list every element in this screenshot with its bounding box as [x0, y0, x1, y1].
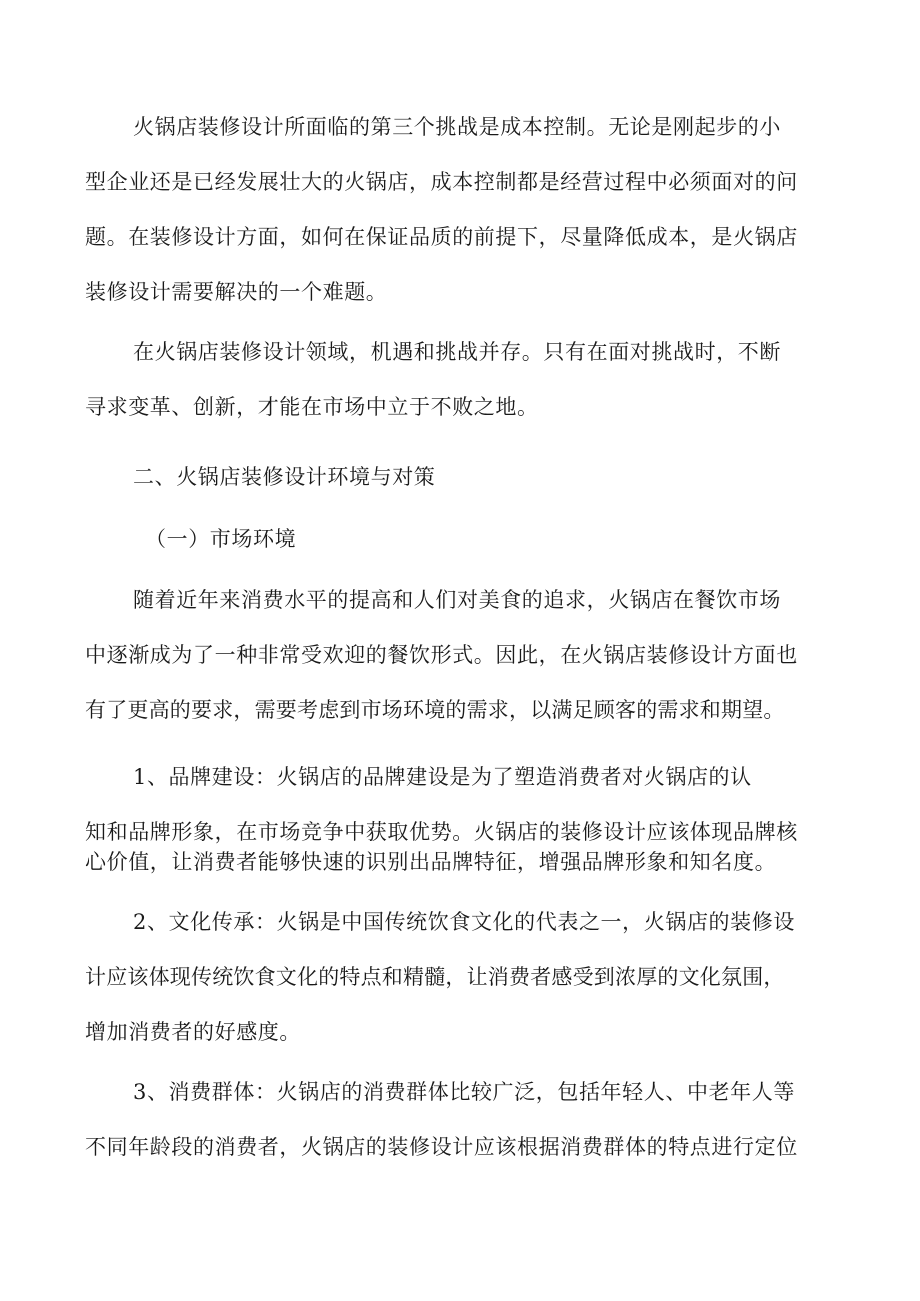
paragraph-3-line-1: 随着近年来消费水平的提高和人们对美食的追求，火锅店在餐饮市场 [133, 588, 781, 612]
list-item-1-line-1: 1、品牌建设：火锅店的品牌建设是为了塑造消费者对火锅店的认 [133, 765, 752, 789]
list-item-2-line-1: 2、文化传承：火锅是中国传统饮食文化的代表之一，火锅店的装修设 [133, 910, 795, 934]
paragraph-2-line-2: 寻求变革、创新，才能在市场中立于不败之地。 [85, 395, 539, 419]
list-item-2-line-2: 计应该体现传统饮食文化的特点和精髓，让消费者感受到浓厚的文化氛围， [85, 965, 785, 989]
subsection-heading: （一）市场环境 [145, 527, 297, 551]
list-item-3-line-2: 不同年龄段的消费者，火锅店的装修设计应该根据消费群体的特点进行定位 [85, 1135, 798, 1159]
list-item-2-line-3: 增加消费者的好感度。 [85, 1020, 301, 1044]
paragraph-2-line-1: 在火锅店装修设计领域，机遇和挑战并存。只有在面对挑战时，不断 [133, 340, 781, 364]
paragraph-3-line-2: 中逐渐成为了一种非常受欢迎的餐饮形式。因此，在火锅店装修设计方面也 [85, 643, 798, 667]
paragraph-1-line-2: 型企业还是已经发展壮大的火锅店，成本控制都是经营过程中必须面对的问 [85, 170, 798, 194]
list-item-1-line-2: 知和品牌形象，在市场竞争中获取优势。火锅店的装修设计应该体现品牌核 [85, 820, 798, 844]
paragraph-1-line-1: 火锅店装修设计所面临的第三个挑战是成本控制。无论是刚起步的小 [133, 115, 781, 139]
paragraph-3-line-3: 有了更高的要求，需要考虑到市场环境的需求，以满足顾客的需求和期望。 [85, 698, 785, 722]
paragraph-1-line-4: 装修设计需要解决的一个难题。 [85, 280, 388, 304]
section-heading: 二、火锅店装修设计环境与对策 [133, 465, 436, 489]
list-item-1-line-3: 心价值，让消费者能够快速的识别出品牌特征，增强品牌形象和知名度。 [85, 850, 777, 874]
paragraph-1-line-3: 题。在装修设计方面，如何在保证品质的前提下，尽量降低成本，是火锅店 [85, 225, 798, 249]
list-item-3-line-1: 3、消费群体：火锅店的消费群体比较广泛，包括年轻人、中老年人等 [133, 1080, 795, 1104]
